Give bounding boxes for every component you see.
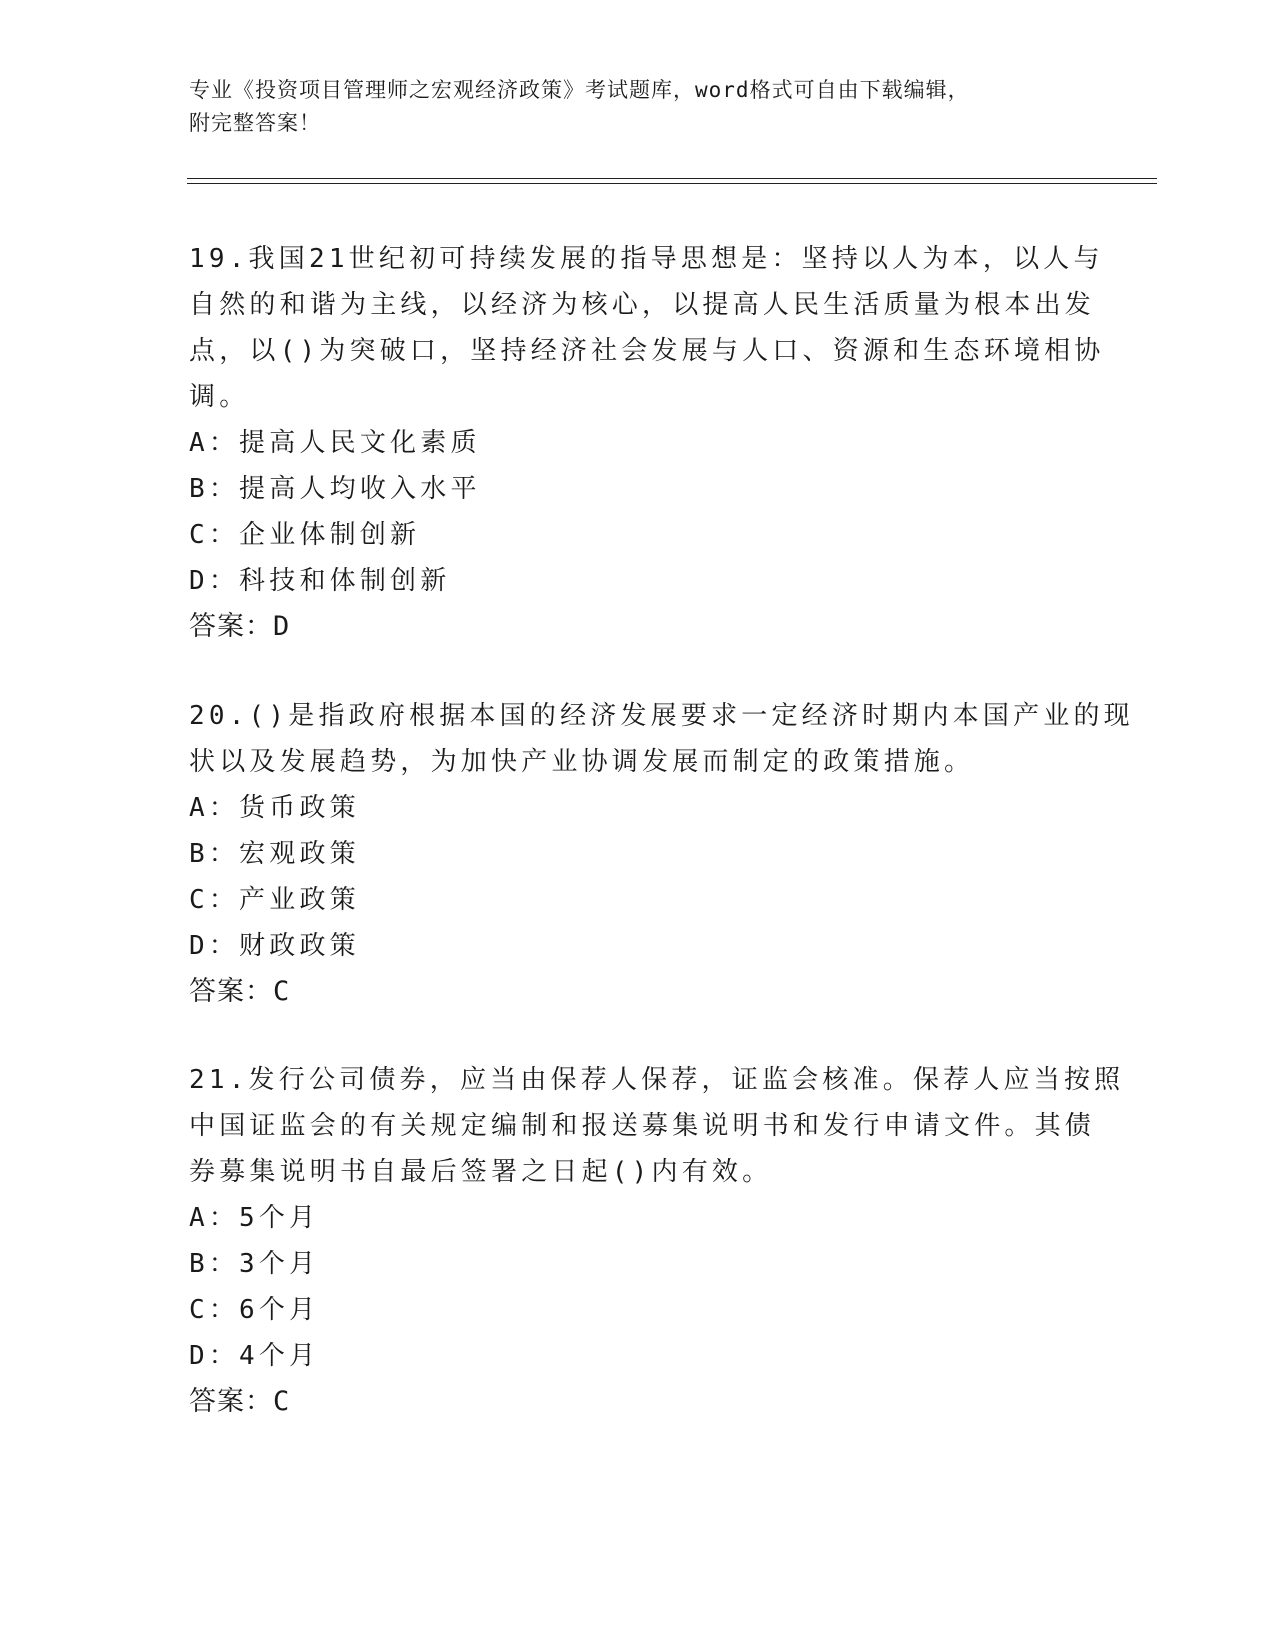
option-b: B：宏观政策 [189, 839, 360, 869]
option-b: B：提高人均收入水平 [189, 474, 481, 504]
stem-line: 券募集说明书自最后签署之日起()内有效。 [189, 1157, 773, 1187]
question-21 [189, 1057, 1125, 1425]
header-line: 附完整答案！ [189, 111, 321, 135]
stem-line: 点，以()为突破口，坚持经济社会发展与人口、资源和生态环境相协 [189, 336, 1105, 366]
stem-line: 调。 [189, 382, 250, 412]
header-divider [187, 183, 1157, 184]
option-c: C：产业政策 [189, 885, 360, 915]
question-stem [189, 1057, 1125, 1195]
stem-line: 20.()是指政府根据本国的经济发展要求一定经济时期内本国产业的现 [189, 701, 1134, 731]
answer-value: D [273, 611, 291, 642]
answer-label: 答案： [189, 1386, 273, 1417]
answer-line [189, 1379, 1089, 1425]
option-d: D：财政政策 [189, 931, 360, 961]
answer-line [189, 969, 1089, 1015]
document-header [189, 74, 1089, 140]
option-a: A：5个月 [189, 1203, 320, 1233]
stem-line: 自然的和谐为主线，以经济为核心，以提高人民生活质量为根本出发 [189, 290, 1096, 320]
answer-value: C [273, 976, 291, 1007]
answer-label: 答案： [189, 976, 273, 1007]
answer-line [189, 604, 1089, 650]
question-stem [189, 236, 1105, 420]
option-d: D：4个月 [189, 1341, 320, 1371]
option-b: B：3个月 [189, 1249, 320, 1279]
option-c: C：企业体制创新 [189, 520, 421, 550]
header-divider [187, 178, 1157, 179]
question-19 [189, 236, 1105, 650]
stem-line: 19.我国21世纪初可持续发展的指导思想是：坚持以人为本，以人与 [189, 244, 1104, 274]
option-a: A：提高人民文化素质 [189, 428, 481, 458]
header-line: 专业《投资项目管理师之宏观经济政策》考试题库，word格式可自由下载编辑， [189, 78, 970, 102]
answer-label: 答案： [189, 611, 273, 642]
option-d: D：科技和体制创新 [189, 566, 451, 596]
stem-line: 中国证监会的有关规定编制和报送募集说明书和发行申请文件。其债 [189, 1111, 1096, 1141]
question-20 [189, 693, 1134, 1015]
stem-line: 21.发行公司债券，应当由保荐人保荐，证监会核准。保荐人应当按照 [189, 1065, 1125, 1095]
answer-value: C [273, 1386, 291, 1417]
option-c: C：6个月 [189, 1295, 320, 1325]
question-stem [189, 693, 1134, 785]
option-a: A：货币政策 [189, 793, 360, 823]
stem-line: 状以及发展趋势，为加快产业协调发展而制定的政策措施。 [189, 747, 975, 777]
